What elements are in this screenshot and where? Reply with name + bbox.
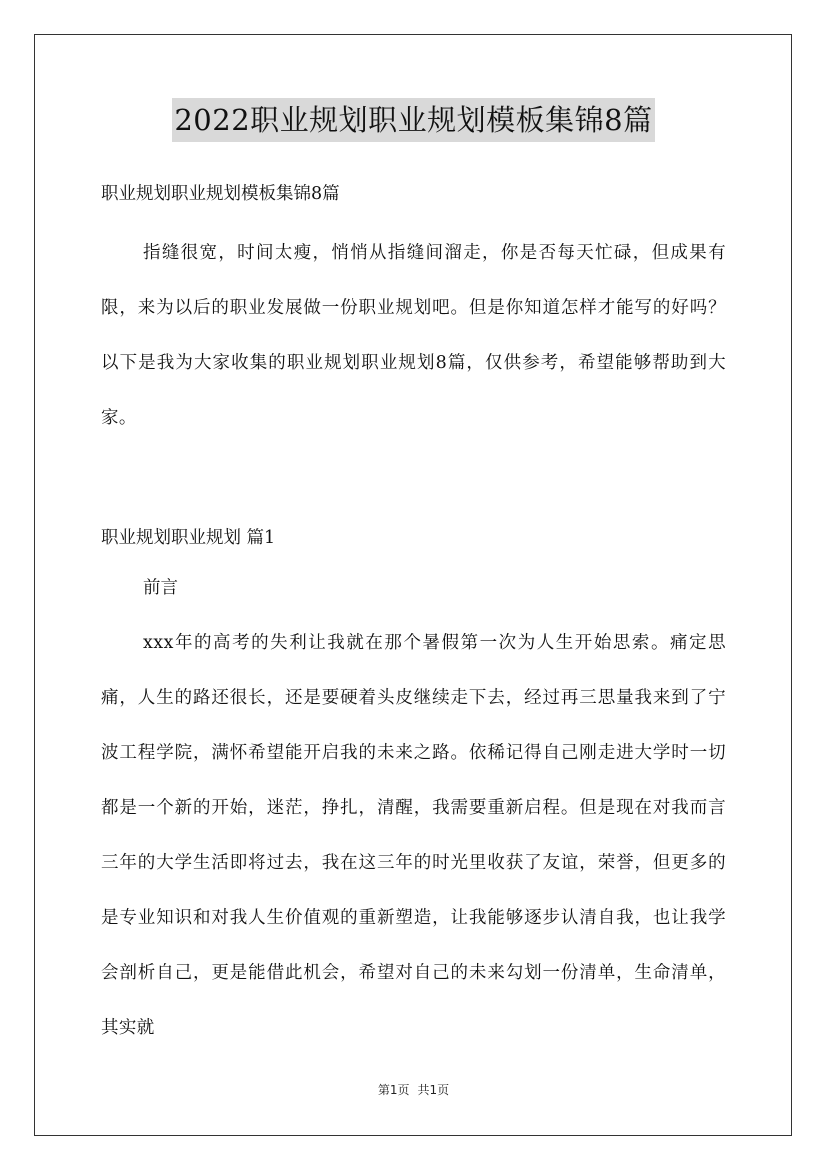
intro-paragraph: 指缝很宽，时间太瘦，悄悄从指缝间溜走，你是否每天忙碌，但成果有限，来为以后的职业发展做一份职业规划吧。但是你知道怎样才能写的好吗？以下是我为大家收集的职业规划职业规划8篇，仅供参考，希望能够帮助到大家。 [101,243,726,428]
page-number-total: 共1页 [417,1083,450,1097]
preface-label: 前言 [143,578,178,598]
body-paragraph: xxx年的高考的失利让我就在那个暑假第一次为人生开始思索。痛定思痛，人生的路还很长，还是要硬着头皮继续走下去，经过再三思量我来到了宁波工程学院，满怀希望能开启我的未来之路。依稀记得自己刚走进大学时一切都是一个新的开始，迷茫，挣扎，清醒，我需要重新启程。但是现在对我而言三年的大学生活即将过去，我在这三年的时光里收获了友谊，荣誉，但更多的是专业知识和对我人生价值观的重新塑造，让我能够逐步认清自我，也让我学会剖析自己，更是能借此机会，希望对自己的未来勾划一份清单，生命清单，其实就 [101,633,726,1038]
title-container [0,98,827,142]
document-subtitle: 职业规划职业规划模板集锦8篇 [101,184,340,204]
document-body [101,172,726,1056]
document-title: 2022职业规划职业规划模板集锦8篇 [172,98,654,142]
section-heading: 职业规划职业规划 篇1 [101,528,276,548]
page-number-current: 第1页 [377,1083,410,1097]
page-footer [0,1082,827,1098]
